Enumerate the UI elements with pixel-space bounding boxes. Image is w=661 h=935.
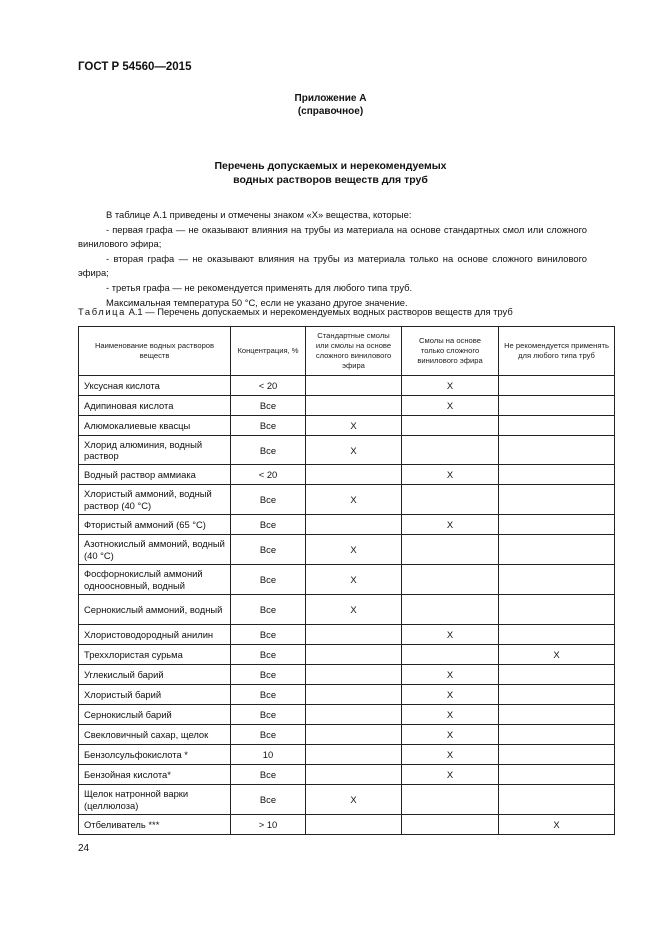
- cell-vinyl-ester-only: X: [402, 665, 499, 685]
- cell-not-recommended: [499, 416, 615, 436]
- cell-substance-name: Адипиновая кислота: [79, 396, 231, 416]
- cell-substance-name: Хлористый аммоний, водный раствор (40 °С): [79, 485, 231, 515]
- cell-vinyl-ester-only: X: [402, 625, 499, 645]
- column-header-standard-resins: Стандартные смолы или смолы на основе сложного винилового эфира: [306, 327, 402, 376]
- cell-substance-name: Углекислый барий: [79, 665, 231, 685]
- table-row: [79, 815, 615, 835]
- column-header-name: Наименование водных растворов веществ: [79, 327, 231, 376]
- column-header-vinyl-ester-only: Смолы на основе только сложного винилового эфира: [402, 327, 499, 376]
- cell-substance-name: Азотнокислый аммоний, водный (40 °С): [79, 535, 231, 565]
- intro-text: [78, 208, 587, 310]
- cell-concentration: < 20: [231, 376, 306, 396]
- cell-not-recommended: [499, 485, 615, 515]
- cell-standard-resins: [306, 376, 402, 396]
- cell-substance-name: Бензойная кислота*: [79, 765, 231, 785]
- cell-standard-resins: [306, 745, 402, 765]
- cell-substance-name: Водный раствор аммиака: [79, 465, 231, 485]
- cell-not-recommended: [499, 665, 615, 685]
- table-row: [79, 685, 615, 705]
- cell-standard-resins: [306, 725, 402, 745]
- table-row: [79, 485, 615, 515]
- table-row: [79, 785, 615, 815]
- table-body: [79, 376, 615, 835]
- cell-concentration: Все: [231, 535, 306, 565]
- cell-standard-resins: X: [306, 595, 402, 625]
- cell-vinyl-ester-only: X: [402, 685, 499, 705]
- cell-vinyl-ester-only: X: [402, 376, 499, 396]
- cell-standard-resins: [306, 815, 402, 835]
- cell-concentration: Все: [231, 645, 306, 665]
- appendix-subtitle: (справочное): [297, 106, 364, 117]
- table-row: [79, 725, 615, 745]
- cell-substance-name: Сернокислый барий: [79, 705, 231, 725]
- cell-standard-resins: X: [306, 565, 402, 595]
- cell-not-recommended: [499, 396, 615, 416]
- cell-vinyl-ester-only: X: [402, 465, 499, 485]
- cell-vinyl-ester-only: [402, 595, 499, 625]
- cell-vinyl-ester-only: [402, 645, 499, 665]
- table-row: [79, 436, 615, 465]
- cell-concentration: Все: [231, 725, 306, 745]
- cell-substance-name: Уксусная кислота: [79, 376, 231, 396]
- cell-substance-name: Бензолсульфокислота *: [79, 745, 231, 765]
- cell-standard-resins: [306, 515, 402, 535]
- cell-vinyl-ester-only: X: [402, 396, 499, 416]
- table-row: [79, 465, 615, 485]
- cell-not-recommended: [499, 725, 615, 745]
- cell-vinyl-ester-only: X: [402, 705, 499, 725]
- table-caption: [78, 306, 513, 317]
- cell-not-recommended: [499, 565, 615, 595]
- cell-substance-name: Фосфорнокислый аммоний одноосновный, водный: [79, 565, 231, 595]
- table-row: [79, 625, 615, 645]
- cell-not-recommended: [499, 535, 615, 565]
- cell-standard-resins: X: [306, 535, 402, 565]
- cell-concentration: Все: [231, 665, 306, 685]
- table-row: [79, 665, 615, 685]
- cell-vinyl-ester-only: X: [402, 515, 499, 535]
- table-row: [79, 745, 615, 765]
- cell-concentration: 10: [231, 745, 306, 765]
- cell-vinyl-ester-only: [402, 535, 499, 565]
- cell-substance-name: Алюмокалиевые квасцы: [79, 416, 231, 436]
- cell-not-recommended: [499, 465, 615, 485]
- cell-concentration: Все: [231, 625, 306, 645]
- column-header-not-recommended: Не рекомендуется применять для любого типа труб: [499, 327, 615, 376]
- cell-concentration: Все: [231, 765, 306, 785]
- cell-not-recommended: [499, 376, 615, 396]
- cell-substance-name: Щелок натронной варки (целлюлоза): [79, 785, 231, 815]
- cell-not-recommended: [499, 625, 615, 645]
- cell-vinyl-ester-only: [402, 416, 499, 436]
- cell-not-recommended: [499, 785, 615, 815]
- cell-concentration: Все: [231, 595, 306, 625]
- intro-paragraph: - первая графа — не оказывают влияния на трубы из материала на основе стандартных смол или сложного винилового эфира;: [78, 223, 587, 250]
- table-row: [79, 416, 615, 436]
- cell-concentration: Все: [231, 436, 306, 465]
- page-number: 24: [78, 843, 90, 854]
- cell-not-recommended: [499, 705, 615, 725]
- appendix-heading: [0, 92, 661, 118]
- cell-vinyl-ester-only: [402, 485, 499, 515]
- table-row: [79, 645, 615, 665]
- cell-substance-name: Фтористый аммоний (65 °С): [79, 515, 231, 535]
- document-code: ГОСТ Р 54560—2015: [78, 61, 192, 73]
- column-header-concentration: Концентрация, %: [231, 327, 306, 376]
- cell-standard-resins: [306, 765, 402, 785]
- cell-vinyl-ester-only: X: [402, 745, 499, 765]
- cell-vinyl-ester-only: X: [402, 765, 499, 785]
- cell-concentration: Все: [231, 416, 306, 436]
- cell-standard-resins: [306, 665, 402, 685]
- table-caption-text: А.1 — Перечень допускаемых и нерекомендуемых водных растворов веществ для труб: [125, 306, 513, 317]
- cell-standard-resins: [306, 396, 402, 416]
- section-title-line-1: Перечень допускаемых и нерекомендуемых: [214, 160, 447, 172]
- table-row: [79, 396, 615, 416]
- cell-substance-name: Свекловичный сахар, щелок: [79, 725, 231, 745]
- cell-standard-resins: [306, 645, 402, 665]
- cell-standard-resins: X: [306, 785, 402, 815]
- cell-vinyl-ester-only: [402, 436, 499, 465]
- cell-vinyl-ester-only: [402, 815, 499, 835]
- cell-not-recommended: [499, 685, 615, 705]
- cell-not-recommended: [499, 765, 615, 785]
- substances-table: [78, 326, 615, 835]
- intro-paragraph: - третья графа — не рекомендуется применять для любого типа труб.: [106, 281, 413, 293]
- cell-not-recommended: [499, 515, 615, 535]
- table-header-row: [79, 327, 615, 376]
- cell-vinyl-ester-only: [402, 565, 499, 595]
- cell-not-recommended: [499, 436, 615, 465]
- cell-substance-name: Треххлористая сурьма: [79, 645, 231, 665]
- section-title: [0, 159, 661, 187]
- cell-standard-resins: [306, 685, 402, 705]
- cell-substance-name: Хлористый барий: [79, 685, 231, 705]
- cell-standard-resins: [306, 625, 402, 645]
- cell-standard-resins: X: [306, 436, 402, 465]
- cell-standard-resins: [306, 705, 402, 725]
- intro-paragraph: - вторая графа — не оказывают влияния на трубы из материала только на основе сложного винилового эфира;: [78, 252, 587, 279]
- intro-paragraph: В таблице А.1 приведены и отмечены знаком «Х» вещества, которые:: [106, 209, 412, 220]
- section-title-line-2: водных растворов веществ для труб: [233, 174, 428, 186]
- cell-substance-name: Хлористоводородный анилин: [79, 625, 231, 645]
- table-caption-prefix: Таблица: [78, 306, 126, 317]
- cell-concentration: Все: [231, 396, 306, 416]
- cell-not-recommended: X: [499, 815, 615, 835]
- cell-standard-resins: [306, 465, 402, 485]
- table-row: [79, 376, 615, 396]
- cell-vinyl-ester-only: X: [402, 725, 499, 745]
- appendix-title: Приложение А: [294, 93, 367, 104]
- cell-concentration: Все: [231, 485, 306, 515]
- table-row: [79, 515, 615, 535]
- cell-concentration: Все: [231, 515, 306, 535]
- table-row: [79, 595, 615, 625]
- cell-not-recommended: X: [499, 645, 615, 665]
- cell-concentration: Все: [231, 705, 306, 725]
- table-row: [79, 535, 615, 565]
- table-row: [79, 705, 615, 725]
- intro-paragraph: Максимальная температура 50 °С, если не указано другое значение.: [106, 296, 408, 308]
- cell-concentration: Все: [231, 785, 306, 815]
- cell-concentration: Все: [231, 685, 306, 705]
- cell-not-recommended: [499, 745, 615, 765]
- cell-not-recommended: [499, 595, 615, 625]
- table-row: [79, 765, 615, 785]
- cell-vinyl-ester-only: [402, 785, 499, 815]
- cell-standard-resins: X: [306, 416, 402, 436]
- cell-substance-name: Хлорид алюминия, водный раствор: [79, 436, 231, 465]
- cell-concentration: Все: [231, 565, 306, 595]
- cell-concentration: > 10: [231, 815, 306, 835]
- cell-standard-resins: X: [306, 485, 402, 515]
- cell-concentration: < 20: [231, 465, 306, 485]
- cell-substance-name: Отбеливатель ***: [79, 815, 231, 835]
- table-row: [79, 565, 615, 595]
- cell-substance-name: Сернокислый аммоний, водный: [79, 595, 231, 625]
